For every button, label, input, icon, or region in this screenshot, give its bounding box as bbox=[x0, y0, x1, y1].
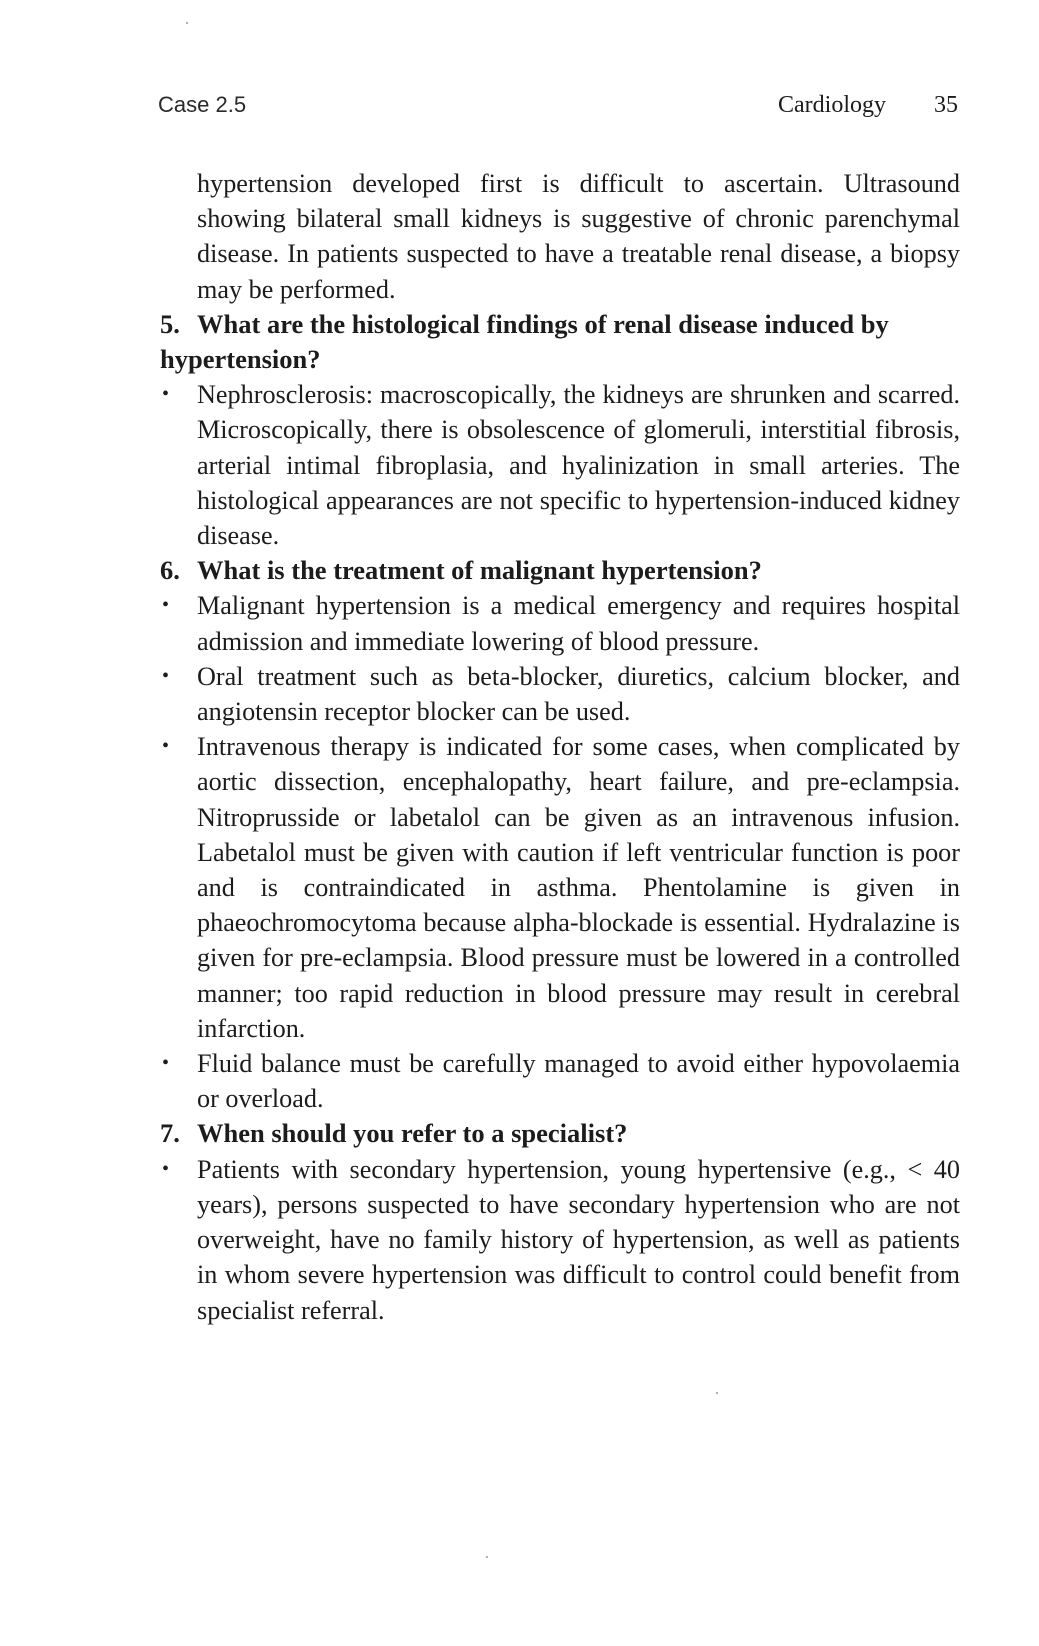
question-text: What is the treatment of malignant hypertension? bbox=[197, 555, 762, 586]
bullet-text: Oral treatment such as beta-blocker, diuretics, calcium blocker, and angiotensin receptor blocker can be used. bbox=[197, 661, 960, 727]
question-number: 7. bbox=[160, 1118, 180, 1149]
list-item bbox=[160, 1046, 960, 1116]
page-number: 35 bbox=[934, 92, 958, 118]
running-header bbox=[158, 88, 958, 122]
bullet-text: Intravenous therapy is indicated for some cases, when complicated by aortic dissection, encephalopathy, heart failure, and pre-eclampsia. Nitroprusside or labetalol can be given as an intravenous infusion. Labetalol must be given with caution if left ventricular function is poor and is contraindicated in asthma. Phentolamine is given in phaeochromocytoma because alpha-blockade is essential. Hydralazine is given for pre-eclampsia. Blood pressure must be lowered in a controlled manner; too rapid reduction in blood pressure may result in cerebral infarction. bbox=[197, 732, 960, 1043]
bullet-text: Nephrosclerosis: macroscopically, the kidneys are shrunken and scarred. Microscopically, there is obsolescence of glomeruli, interstitial fibrosis, arterial intimal fibroplasia, and hyalinization in small arteries. The histological appearances are not specific to hypertension-induced kidney disease. bbox=[197, 380, 960, 551]
list-item bbox=[160, 377, 960, 553]
bullet-icon: • bbox=[162, 735, 170, 758]
bullet-text: Patients with secondary hypertension, young hypertensive (e.g., < 40 years), persons suspected to have secondary hypertension who are not overweight, have no family history of hypertension, as well as patients in whom severe hypertension was difficult to control could benefit from specialist referral. bbox=[197, 1154, 960, 1325]
intro-paragraph: hypertension developed first is difficult to ascertain. Ultrasound showing bilateral small kidneys is suggestive of chronic parenchymal disease. In patients suspected to have a treatable renal disease, a biopsy may be performed. bbox=[197, 169, 960, 304]
scan-speck bbox=[716, 1392, 718, 1394]
list-item bbox=[160, 729, 960, 1046]
page-body bbox=[160, 166, 960, 1328]
question-number: 6. bbox=[160, 555, 180, 586]
scan-speck bbox=[486, 1556, 488, 1558]
list-item bbox=[160, 1152, 960, 1328]
bullet-text: Fluid balance must be carefully managed to avoid either hypovolaemia or overload. bbox=[197, 1049, 960, 1114]
question-7 bbox=[160, 1116, 960, 1151]
case-label: Case 2.5 bbox=[158, 92, 247, 117]
scan-speck bbox=[186, 22, 188, 24]
bullet-text: Malignant hypertension is a medical emergency and requires hospital admission and immediate lowering of blood pressure. bbox=[197, 591, 960, 656]
question-5 bbox=[160, 307, 960, 377]
bullet-icon: • bbox=[162, 1157, 170, 1180]
question-text: What are the histological findings of renal disease induced by hypertension? bbox=[160, 308, 889, 375]
list-item bbox=[160, 588, 960, 658]
question-6 bbox=[160, 553, 960, 588]
list-item bbox=[160, 659, 960, 729]
section-title: Cardiology bbox=[778, 92, 886, 118]
bullet-icon: • bbox=[162, 664, 170, 687]
bullet-icon: • bbox=[162, 383, 170, 406]
bullet-icon: • bbox=[162, 594, 170, 617]
question-number: 5. bbox=[160, 308, 180, 339]
bullet-icon: • bbox=[162, 1052, 170, 1075]
question-text: When should you refer to a specialist? bbox=[197, 1118, 628, 1149]
